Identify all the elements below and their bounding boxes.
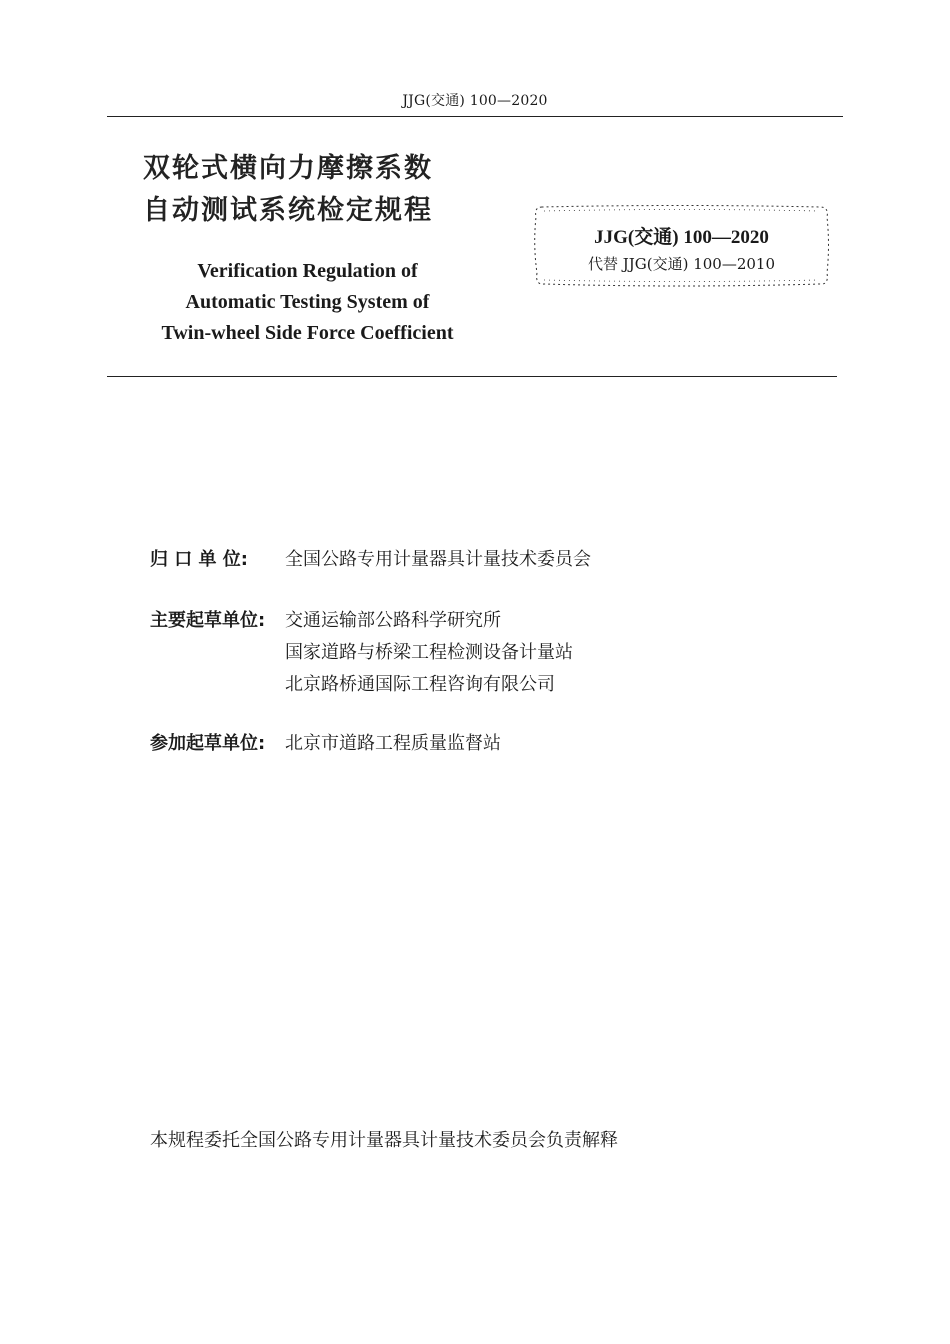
responsible-unit-label: 归 口 单 位: [150, 549, 248, 570]
header-rule [107, 116, 843, 117]
stamp-replaces: 代替 JJG(交通) 100—2010 [587, 255, 776, 273]
main-drafters-row [150, 605, 573, 701]
responsible-unit-value: 全国公路专用计量器具计量技术委员会 [285, 549, 591, 570]
title-rule [107, 376, 837, 377]
english-title [140, 256, 475, 349]
english-title-line-1: Verification Regulation of [197, 260, 418, 282]
participating-drafters-row [150, 728, 501, 760]
stamp-code: JJG(交通) 100—2020 [594, 227, 769, 248]
interpretation-note: 本规程委托全国公路专用计量器具计量技术委员会负责解释 [150, 1130, 618, 1151]
main-drafter-2: 国家道路与桥梁工程检测设备计量站 [285, 642, 573, 663]
standard-code-stamp [530, 203, 833, 288]
participating-drafters-value: 北京市道路工程质量监督站 [285, 733, 501, 754]
responsible-unit-row [150, 544, 591, 576]
chinese-title [143, 148, 433, 232]
participating-drafters-label: 参加起草单位: [150, 733, 266, 754]
chinese-title-line-2: 自动测试系统检定规程 [143, 195, 433, 226]
chinese-title-line-1: 双轮式横向力摩擦系数 [143, 153, 433, 184]
main-drafters-label: 主要起草单位: [150, 610, 266, 631]
main-drafters-list [285, 605, 573, 701]
main-drafter-1: 交通运输部公路科学研究所 [285, 610, 501, 631]
main-drafter-3: 北京路桥通国际工程咨询有限公司 [285, 674, 555, 695]
english-title-line-3: Twin-wheel Side Force Coefficient [161, 322, 454, 344]
english-title-line-2: Automatic Testing System of [185, 291, 430, 313]
header-standard-code: JJG(交通) 100—2020 [402, 93, 548, 109]
